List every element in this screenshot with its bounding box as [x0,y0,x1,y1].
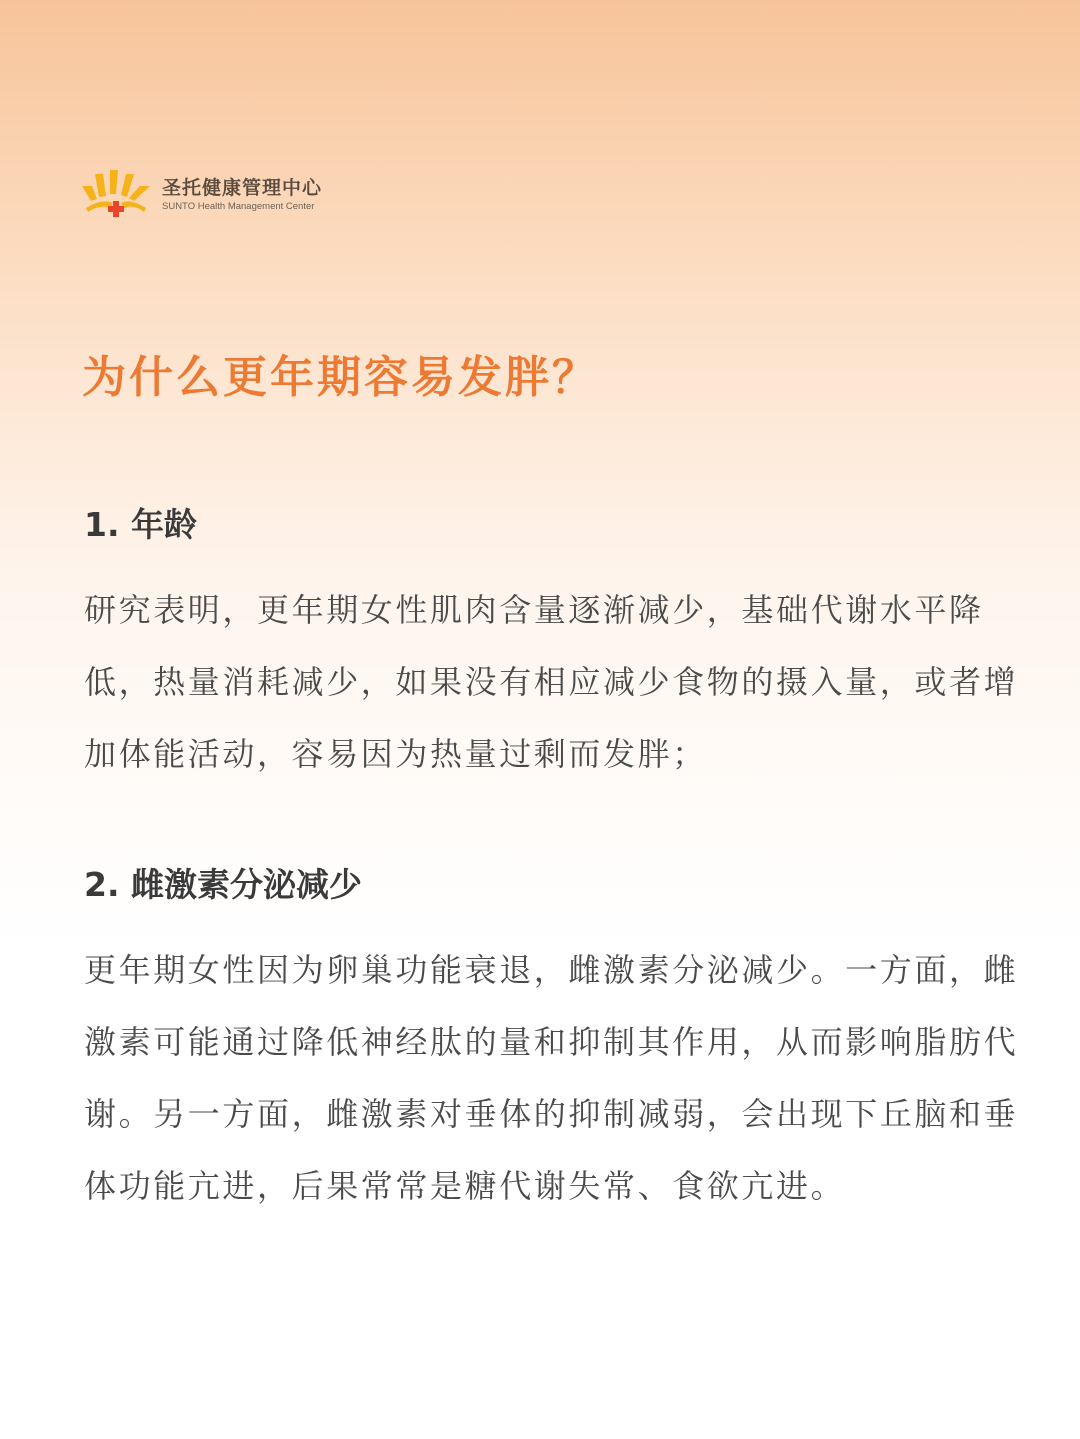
section-heading: 2. 雌激素分泌减少 [84,865,362,904]
section-body: 更年期女性因为卵巢功能衰退，雌激素分泌减少。一方面，雌激素可能通过降低神经肽的量和抑制其作用，从而影响脂肪代谢。另一方面，雌激素对垂体的抑制减弱，会出现下丘脑和垂体功能亢进，后果常常是糖代谢失常、食欲亢进。 [84,951,1019,1205]
logo-name-cn: 圣托健康管理中心 [162,176,323,199]
section-age [84,500,1034,790]
section-heading: 1. 年龄 [84,505,197,544]
section-estrogen [84,860,1034,1222]
logo-name-en: SUNTO Health Management Center [162,200,315,212]
section-body: 研究表明，更年期女性肌肉含量逐渐减少，基础代谢水平降低，热量消耗减少，如果没有相应减少食物的摄入量，或者增加体能活动，容易因为热量过剩而发胖； [84,591,1019,773]
brand-logo [80,168,322,220]
page-title: 为什么更年期容易发胖？ [82,352,599,403]
sunburst-cross-logo-icon [80,168,152,220]
logo-text [162,176,322,213]
